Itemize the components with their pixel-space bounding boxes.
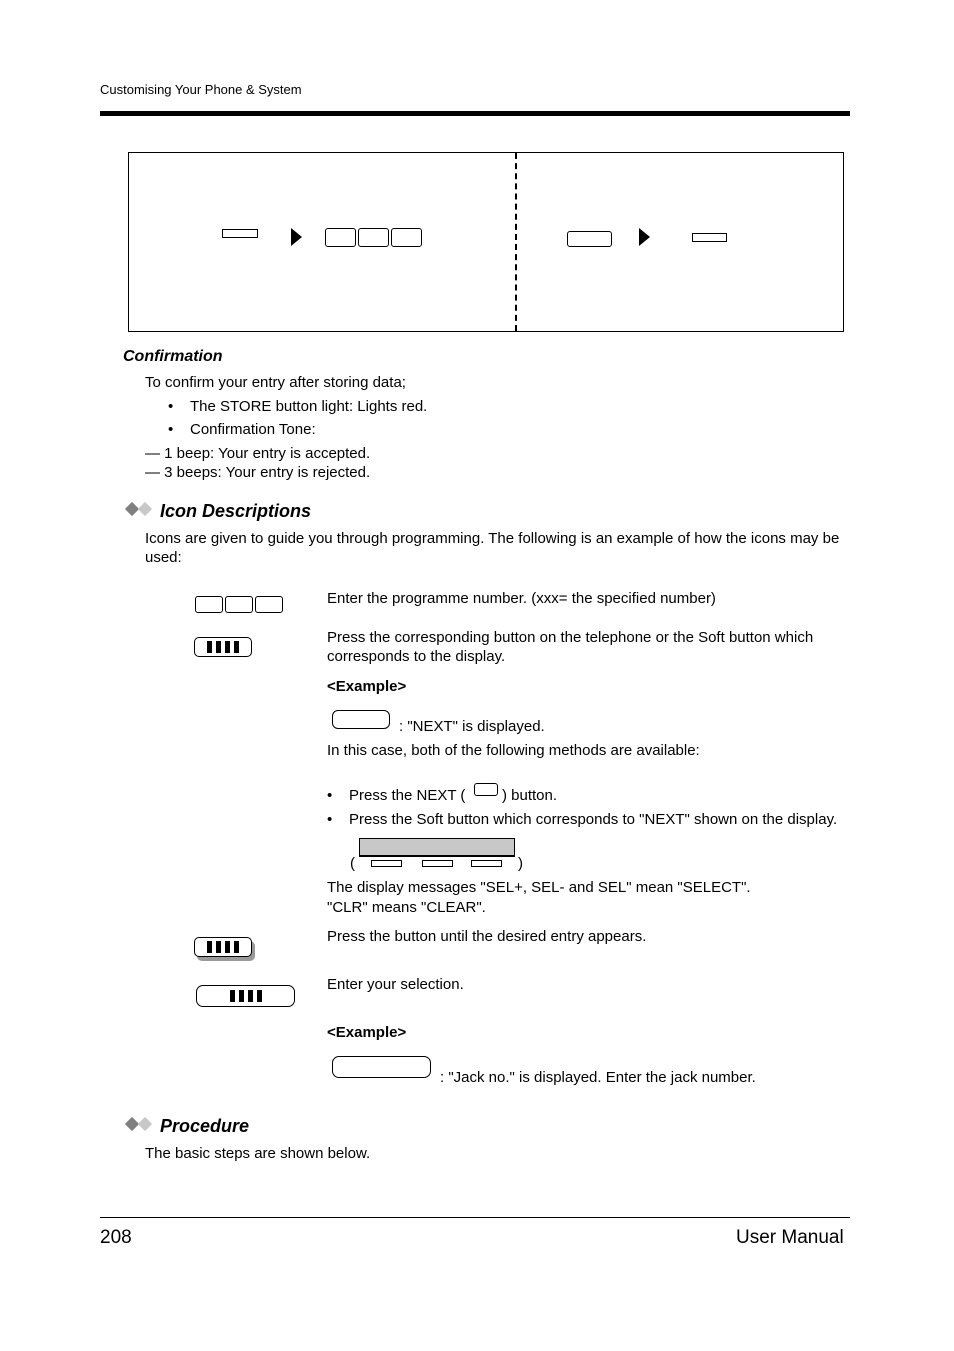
- procedure-intro: The basic steps are shown below.: [145, 1145, 371, 1162]
- next-displayed-text: : "NEXT" is displayed.: [399, 718, 545, 735]
- diamond-icon: [138, 1117, 152, 1131]
- soft-button-icon: [194, 637, 252, 657]
- display-screen: [359, 838, 515, 856]
- store-key-icon: [567, 231, 612, 247]
- bullet-icon: •: [168, 398, 174, 415]
- digit-key-icon: [325, 228, 356, 247]
- sel-note: The display messages "SEL+, SEL- and SEL" mean "SELECT".: [327, 879, 751, 896]
- tone-line: — 3 beeps: Your entry is rejected.: [145, 464, 371, 481]
- bullet-icon: •: [168, 421, 174, 438]
- list-item: Confirmation Tone:: [190, 421, 316, 438]
- corresponding-button-text: Press the corresponding button on the telephone or the Soft button which corresponds to the display.: [327, 629, 814, 665]
- paren-open: (: [350, 855, 355, 872]
- example-label: <Example>: [327, 1024, 407, 1041]
- procedure-title: Procedure: [160, 1116, 250, 1136]
- digit-key-icon: [391, 228, 422, 247]
- next-key-icon: [332, 710, 390, 729]
- clr-note: "CLR" means "CLEAR".: [327, 899, 486, 916]
- arrow-icon: [639, 228, 650, 246]
- jack-key-icon: [332, 1056, 431, 1078]
- methods-text: In this case, both of the following methods are available:: [327, 742, 700, 759]
- arrow-icon: [291, 228, 302, 246]
- icon-descriptions-title: Icon Descriptions: [160, 501, 312, 521]
- enter-selection-text: Enter your selection.: [327, 976, 464, 993]
- digit-key-icon: [358, 228, 389, 247]
- programme-number-text: Enter the programme number. (xxx= the specified number): [327, 590, 716, 607]
- entry-field-icon: [196, 985, 295, 1007]
- bullet-icon: •: [327, 811, 333, 828]
- diagram-divider: [515, 153, 517, 331]
- running-header: Customising Your Phone & System: [100, 82, 302, 97]
- digit-key-icon: [225, 596, 253, 613]
- digit-key-icon: [255, 596, 283, 613]
- end-key-icon: [692, 233, 727, 242]
- paren-close: ): [518, 855, 523, 872]
- confirmation-title: Confirmation: [123, 348, 223, 365]
- digit-key-icon: [195, 596, 223, 613]
- diamond-icon: [138, 502, 152, 516]
- method-2: Press the Soft button which corresponds to "NEXT" shown on the display.: [349, 811, 838, 828]
- program-key-icon: [222, 229, 258, 238]
- scroll-button-icon: [194, 937, 252, 957]
- display-bottom-line: [359, 855, 515, 857]
- next-button-icon: [474, 783, 498, 796]
- jack-no-text: : "Jack no." is displayed. Enter the jack number.: [440, 1069, 756, 1086]
- icon-descriptions-intro: Icons are given to guide you through programming. The following is an example of how the icons may be used:: [145, 530, 840, 566]
- footer-label: User Manual: [736, 1227, 844, 1248]
- method-1-end: ) button.: [502, 787, 558, 804]
- bullet-icon: •: [327, 787, 333, 804]
- tone-line: — 1 beep: Your entry is accepted.: [145, 445, 371, 462]
- footer-rule: [100, 1217, 850, 1218]
- example-label: <Example>: [327, 678, 407, 695]
- page-number: 208: [100, 1227, 132, 1248]
- soft-key-icon: [471, 860, 502, 867]
- press-until-text: Press the button until the desired entry appears.: [327, 928, 647, 945]
- list-item: The STORE button light: Lights red.: [190, 398, 428, 415]
- confirmation-intro: To confirm your entry after storing data;: [145, 374, 406, 391]
- header-rule: [100, 111, 850, 116]
- programming-diagram: [128, 152, 844, 332]
- method-1-start: Press the NEXT (: [349, 787, 466, 804]
- soft-key-icon: [422, 860, 453, 867]
- soft-key-icon: [371, 860, 402, 867]
